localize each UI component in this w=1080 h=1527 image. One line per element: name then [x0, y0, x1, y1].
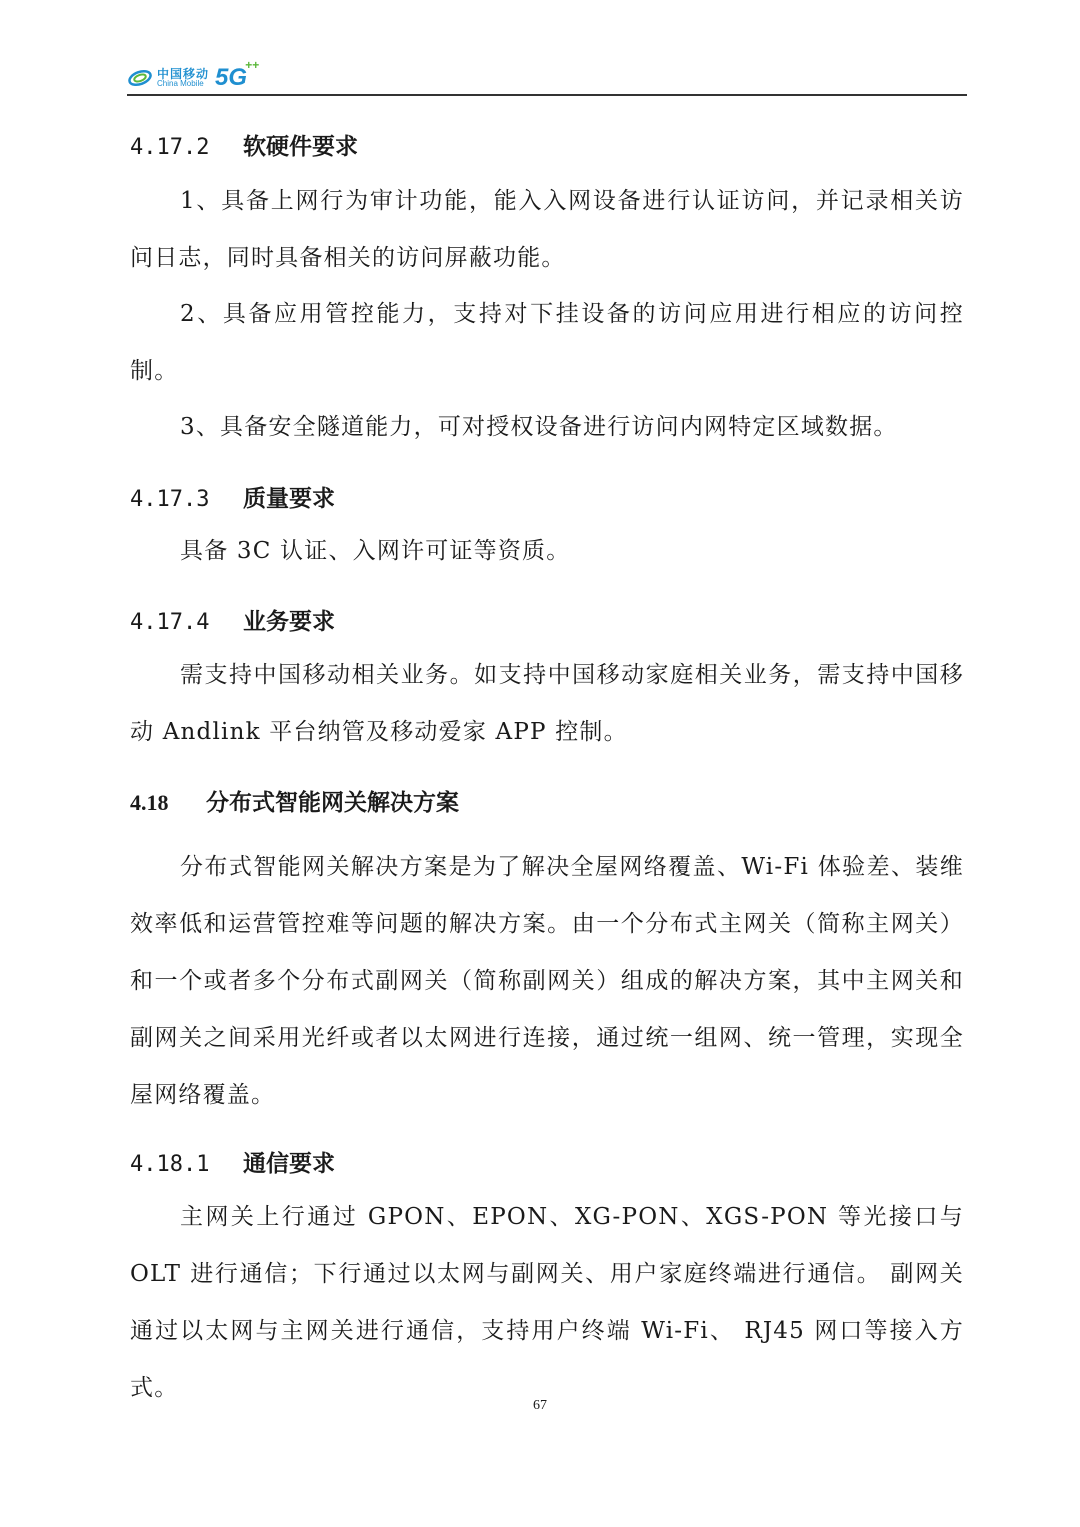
logo-5g-mark — [215, 58, 260, 92]
heading-4-18 — [130, 784, 459, 817]
heading-title: 质量要求 — [243, 485, 335, 512]
logo-english-name: China Mobile — [157, 79, 204, 88]
heading-title: 软硬件要求 — [243, 133, 358, 160]
logo-5g-plus: ++ — [245, 58, 260, 72]
paragraph-app-control: 2、具备应用管控能力，支持对下挂设备的访问应用进行相应的访问控制。 — [130, 301, 964, 384]
paragraph-tunnel: 3、具备安全隧道能力，可对授权设备进行访问内网特定区域数据。 — [180, 414, 898, 440]
heading-number: 4.17.3 — [130, 487, 210, 512]
heading-number: 4.18.1 — [130, 1152, 210, 1177]
page-number: 67 — [533, 1398, 547, 1413]
heading-number: 4.18 — [130, 790, 169, 815]
paragraph-communication: 主网关上行通过 GPON、EPON、XG-PON、XGS-PON 等光接口与 OLT 进行通信；下行通过以太网与副网关、用户家庭终端进行通信。 副网关通过以太网与主网关进行通信，支持用户终端 Wi-Fi、 RJ45 网口等接入方式。 — [130, 1204, 964, 1401]
heading-4-17-3 — [130, 480, 335, 513]
paragraph-audit: 1、具备上网行为审计功能，能入入网设备进行认证访问，并记录相关访问日志，同时具备相关的访问屏蔽功能。 — [130, 188, 964, 271]
logo-5g-text: 5G — [215, 64, 248, 91]
paragraph-business: 需支持中国移动相关业务。如支持中国移动家庭相关业务，需支持中国移动 Andlink 平台纳管及移动爱家 APP 控制。 — [130, 662, 964, 745]
heading-number: 4.17.2 — [130, 135, 210, 160]
header-divider — [127, 94, 967, 96]
heading-4-18-1 — [130, 1145, 335, 1178]
page-header — [127, 58, 967, 94]
paragraph-quality: 具备 3C 认证、入网许可证等资质。 — [180, 538, 571, 564]
china-mobile-logo — [127, 58, 260, 94]
china-mobile-swirl-icon — [127, 65, 153, 91]
paragraph-distributed-gateway: 分布式智能网关解决方案是为了解决全屋网络覆盖、Wi-Fi 体验差、装维效率低和运营管控难等问题的解决方案。由一个分布式主网关（简称主网关）和一个或者多个分布式副网关（简称副网关）组成的解决方案，其中主网关和副网关之间采用光纤或者以太网进行连接，通过统一组网、统一管理，实现全屋网络覆盖。 — [130, 854, 964, 1108]
logo-chinese-name: 中国移动 — [157, 67, 210, 81]
heading-4-17-2 — [130, 128, 358, 161]
heading-title: 分布式智能网关解决方案 — [206, 789, 459, 816]
heading-4-17-4 — [130, 603, 335, 636]
heading-title: 通信要求 — [243, 1150, 335, 1177]
heading-number: 4.17.4 — [130, 610, 210, 635]
heading-title: 业务要求 — [243, 608, 335, 635]
